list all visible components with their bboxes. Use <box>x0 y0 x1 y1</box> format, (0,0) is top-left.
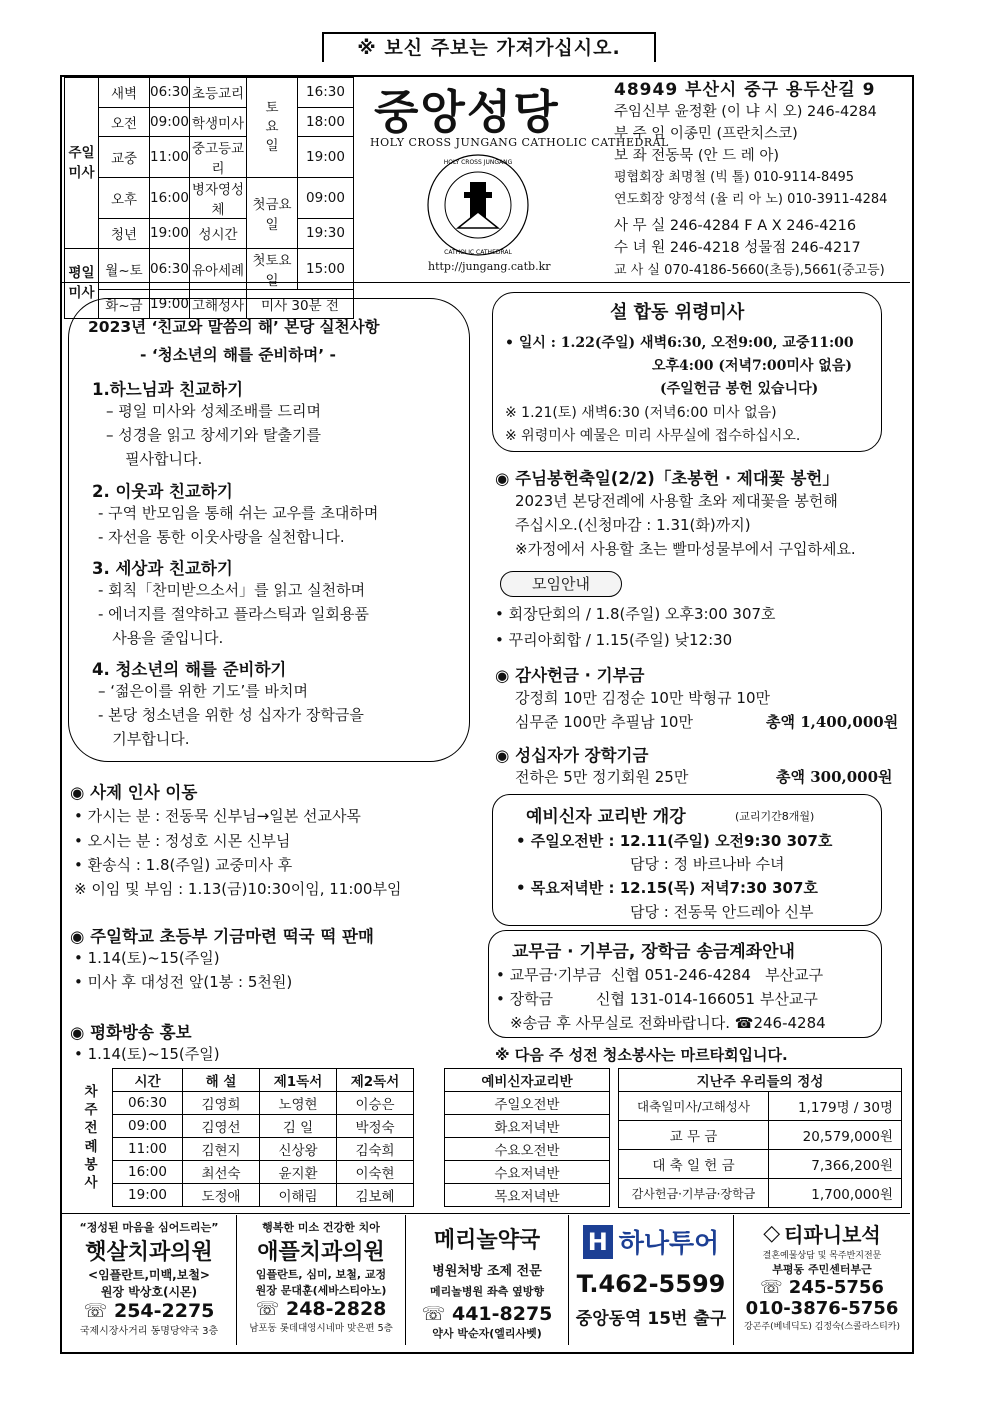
schedule-cell: 청년 <box>99 219 150 249</box>
ad-name: 햇살치과의원 <box>85 1240 213 1265</box>
weekday-mass-label: 평일 미사 <box>65 248 99 319</box>
presentation-title: ◉ 주님봉헌축일(2/2)「초봉헌 · 제대꽃 봉헌」 <box>495 469 839 488</box>
svg-text:HOLY CROSS JUNGANG: HOLY CROSS JUNGANG <box>443 159 513 166</box>
schedule-cell: 18:00 <box>298 107 354 137</box>
ad-name: 하나투어 <box>618 1229 720 1259</box>
practice-item: 필사합니다. <box>106 450 203 468</box>
church-address: 48949 부산시 중구 용두산길 9 <box>614 80 876 100</box>
church-seal-logo <box>418 150 538 260</box>
offering-label: 교 무 금 <box>619 1121 769 1150</box>
schedule-cell: 19:00 <box>150 289 190 319</box>
schedule-cell: 11:00 <box>150 137 190 178</box>
ad-phone-mobile: 010-3876-5756 <box>745 1298 899 1319</box>
sunday-mass-label: 주일 미사 <box>65 78 99 249</box>
ad-tagline: “정성된 마음을 심어드리는” <box>79 1221 219 1234</box>
presentation-line: ※가정에서 사용할 초는 빨마성물부에서 구입하세요. <box>515 540 856 558</box>
schedule-cell: 초등교리 <box>190 78 247 108</box>
duty-cell: 신상왕 <box>260 1138 337 1161</box>
ricecake-item: • 미사 후 대성전 앞(1봉 : 5천원) <box>74 973 293 991</box>
ad-detail: 임플란트, 심미, 보철, 교정 <box>255 1268 387 1281</box>
catechumen-line: 담당 : 정 바르나바 수녀 <box>630 855 785 873</box>
schedule-cell: 화~금 <box>99 289 150 319</box>
first-friday-label: 첫금요일 <box>247 178 298 249</box>
practice-item: - 구역 반모임을 통해 쉬는 교우를 초대하며 <box>98 504 379 522</box>
ad-name: 티파니보석 <box>784 1223 881 1247</box>
header-divider <box>62 282 910 283</box>
catechumen-class-table <box>444 1068 610 1207</box>
schedule-cell: 06:30 <box>150 78 190 108</box>
duty-header: 제2독서 <box>337 1069 414 1092</box>
catechumen-line: • 목요저녁반 : 12.15(목) 저녁7:30 307호 <box>516 879 818 897</box>
practice-title: 2023년 ‘친교와 말씀의 해’ 본당 실천사항 <box>88 318 380 336</box>
meetings-label: 모임안내 <box>500 571 622 597</box>
duty-cell: 김보혜 <box>337 1184 414 1207</box>
transfer-item: • 가시는 분 : 전동묵 신부님→일본 선교사목 <box>74 807 361 825</box>
duty-header: 제1독서 <box>260 1069 337 1092</box>
ad-detail: 메리놀병원 좌측 옆방향 <box>430 1285 544 1298</box>
confession-note: 미사 30분 전 <box>247 289 354 319</box>
schedule-cell: 오후 <box>99 178 150 219</box>
practice-subtitle: - ‘청소년의 해를 준비하며’ - <box>140 346 336 364</box>
duty-header: 해 설 <box>183 1069 260 1092</box>
newyear-title: 설 합동 위령미사 <box>610 302 745 323</box>
phone-line: 사 무 실 246-4284 F A X 246-4216 <box>614 218 857 234</box>
schedule-cell: 고해성사 <box>190 289 247 319</box>
schedule-cell: 교중 <box>99 137 150 178</box>
duty-cell: 노영현 <box>260 1092 337 1115</box>
offering-table <box>618 1068 902 1208</box>
ad-phone: T.462-5599 <box>576 1270 726 1298</box>
meeting-item: • 꾸리아회합 / 1.15(주일) 낮12:30 <box>495 631 733 649</box>
schedule-cell: 유아세례 <box>190 248 247 289</box>
ricecake-item: • 1.14(토)~15(주일) <box>74 949 220 967</box>
schedule-cell: 성시간 <box>190 219 247 249</box>
ad-name: 애플치과의원 <box>257 1240 385 1265</box>
thanks-line: 강정희 10만 김정순 10만 박형규 10만 <box>515 689 770 707</box>
ad-tiffany-jewelry[interactable] <box>734 1215 910 1345</box>
practice-item: - 본당 청소년을 위한 성 십자가 장학금을 <box>98 706 364 724</box>
meeting-item: • 회장단회의 / 1.8(주일) 오후3:00 307호 <box>495 605 776 623</box>
catechumen-class-cell: 화요저녁반 <box>445 1115 610 1138</box>
ad-sunshine-dental[interactable] <box>62 1215 237 1345</box>
ad-location: 강곤주(베네딕도) 김정숙(스콜라스티카) <box>743 1322 900 1332</box>
transfer-item: • 오시는 분 : 정성호 시몬 신부님 <box>74 832 291 850</box>
practice-item: 사용을 줄입니다. <box>98 629 224 647</box>
ricecake-title: ◉ 주일학교 초등부 기금마련 떡국 떡 판매 <box>70 927 374 946</box>
duty-cell: 이해림 <box>260 1184 337 1207</box>
phone-line: 교 사 실 070-4186-5660(초등),5661(중고등) <box>614 263 885 278</box>
diamond-icon: ◇ <box>763 1221 781 1246</box>
schedule-cell: 09:00 <box>150 107 190 137</box>
ad-phone: ☏ 248-2828 <box>255 1298 387 1320</box>
practice-heading: 1.하느님과 친교하기 <box>92 380 244 399</box>
catechumen-class-cell: 목요저녁반 <box>445 1184 610 1207</box>
duty-cell: 박정숙 <box>337 1115 414 1138</box>
scholarship-total: 총액 300,000원 <box>776 768 893 786</box>
offering-value: 20,579,000원 <box>769 1121 902 1150</box>
schedule-cell: 15:00 <box>298 248 354 289</box>
ad-detail: 부평동 주민센터부근 <box>772 1263 872 1276</box>
ad-detail: 결혼예물상담 및 목주반지전문 <box>762 1251 882 1261</box>
presentation-line: 2023년 본당전례에 사용할 초와 제대꽃을 봉헌해 <box>515 492 838 510</box>
duty-cell: 11:00 <box>113 1138 183 1161</box>
schedule-cell: 19:30 <box>298 219 354 249</box>
duty-cell: 김영선 <box>183 1115 260 1138</box>
svg-text:CATHOLIC CATHEDRAL: CATHOLIC CATHEDRAL <box>444 249 512 256</box>
duty-cell: 김 일 <box>260 1115 337 1138</box>
ad-hanatour[interactable] <box>569 1215 734 1345</box>
practice-item: 기부합니다. <box>98 730 190 748</box>
ad-location: 약사 박순자(엘리사벳) <box>432 1327 542 1340</box>
newyear-line: • 일시 : 1.22(주일) 새벽6:30, 오전9:00, 교중11:00 <box>505 335 854 351</box>
church-title: 중앙성당 <box>374 85 560 139</box>
presentation-line: 주십시오.(신청마감 : 1.31(화)까지) <box>515 516 751 534</box>
offering-value: 7,366,200원 <box>769 1150 902 1179</box>
catechumen-line: 담당 : 전동묵 안드레아 신부 <box>630 903 814 921</box>
offering-header: 지난주 우리들의 정성 <box>619 1069 902 1092</box>
catechumen-title-note: (교리기간8개월) <box>735 810 815 823</box>
duty-cell: 06:30 <box>113 1092 183 1115</box>
website-url[interactable]: http://jungang.catb.kr <box>428 260 551 273</box>
broadcast-title: ◉ 평화방송 홍보 <box>70 1023 192 1042</box>
duty-cell: 김숙희 <box>337 1138 414 1161</box>
accounts-line: ※송금 후 사무실로 전화바랍니다. ☎246-4284 <box>510 1014 826 1032</box>
duty-cell: 16:00 <box>113 1161 183 1184</box>
accounts-line: • 장학금 신협 131-014-166051 부산교구 <box>496 990 818 1008</box>
newyear-line: ※ 위령미사 예물은 미리 사무실에 접수하십시오. <box>505 428 801 444</box>
duty-cell: 윤지환 <box>260 1161 337 1184</box>
practice-item: - 에너지를 절약하고 플라스틱과 일회용품 <box>98 605 369 623</box>
ad-detail: 원장 문대훈(세바스티아노) <box>255 1284 387 1297</box>
ad-detail: 원장 박상호(시몬) <box>100 1285 198 1299</box>
banner-notice: ※ 보신 주보는 가져가십시오. <box>322 32 656 62</box>
staff-line: 주임신부 윤정환 (이 냐 시 오) 246-4284 <box>614 104 877 120</box>
schedule-cell: 오전 <box>99 107 150 137</box>
scholarship-line: 전하은 5만 정기회원 25만 <box>515 768 689 786</box>
accounts-title: 교무금 · 기부금, 장학금 송금계좌안내 <box>512 942 795 962</box>
ad-location: 남포동 롯데대영시네마 맞은편 5층 <box>249 1323 393 1334</box>
duty-cell: 최선숙 <box>183 1161 260 1184</box>
catechumen-class-cell: 주일오전반 <box>445 1092 610 1115</box>
ad-tagline: 행복한 미소 건강한 치아 <box>262 1221 380 1234</box>
offering-label: 대축일미사/고해성사 <box>619 1092 769 1121</box>
duty-cell: 09:00 <box>113 1115 183 1138</box>
schedule-cell: 16:00 <box>150 178 190 219</box>
duty-cell: 도정애 <box>183 1184 260 1207</box>
hanatour-logo-icon: H <box>583 1225 613 1259</box>
accounts-line: • 교무금·기부금 신협 051-246-4284 부산교구 <box>496 966 824 984</box>
newyear-line: ※ 1.21(토) 새벽6:30 (저녁6:00 미사 없음) <box>505 405 777 421</box>
transfer-title: ◉ 사제 인사 이동 <box>70 783 198 802</box>
schedule-cell: 16:30 <box>298 78 354 108</box>
duty-cell: 이승은 <box>337 1092 414 1115</box>
offering-value: 1,179명 / 30명 <box>769 1092 902 1121</box>
saturday-label: 토 요 일 <box>247 78 298 178</box>
catechumen-class-cell: 수요오전반 <box>445 1138 610 1161</box>
catechumen-title: 예비신자 교리반 개강 <box>526 807 686 827</box>
catechumen-line: • 주일오전반 : 12.11(주일) 오전9:30 307호 <box>516 832 833 850</box>
schedule-cell: 새벽 <box>99 78 150 108</box>
president-line: 연도회장 양정석 (율 리 아 노) 010-3911-4284 <box>614 192 888 207</box>
practice-item: – 평일 미사와 성체조배를 드리며 <box>106 402 321 420</box>
newyear-line: 오후4:00 (저녁7:00미사 없음) <box>652 358 852 374</box>
first-saturday-label: 첫토요일 <box>247 248 298 289</box>
scholarship-title: ◉ 성십자가 장학기금 <box>495 746 649 765</box>
liturgy-duty-table <box>70 1068 414 1207</box>
schedule-cell: 월~토 <box>99 248 150 289</box>
catechumen-class-cell: 수요저녁반 <box>445 1161 610 1184</box>
thanks-line: 심무준 100만 추필남 10만 <box>515 713 693 731</box>
thanks-title: ◉ 감사헌금 · 기부금 <box>495 666 645 685</box>
staff-line: 보 좌 전동묵 (안 드 레 아) <box>614 148 780 164</box>
ad-location: 국제시장사거리 동명당약국 3층 <box>79 1326 219 1337</box>
ad-location: 중앙동역 15번 출구 <box>575 1309 727 1329</box>
transfer-item: • 환송식 : 1.8(주일) 교중미사 후 <box>74 856 293 874</box>
ad-phone: ☏ 245-5756 <box>760 1277 884 1298</box>
schedule-cell: 19:00 <box>298 137 354 178</box>
schedule-cell: 06:30 <box>150 248 190 289</box>
practice-heading: 3. 세상과 친교하기 <box>92 559 233 578</box>
ad-name: 메리놀약국 <box>433 1228 541 1253</box>
ad-phone: ☏ 254-2275 <box>83 1300 215 1322</box>
offering-value: 1,700,000원 <box>769 1179 902 1208</box>
duty-cell: 김영희 <box>183 1092 260 1115</box>
staff-line: 부 주 임 이종민 (프란치스코) <box>614 126 798 142</box>
practice-heading: 2. 이웃과 친교하기 <box>92 482 233 501</box>
schedule-cell: 중고등교리 <box>190 137 247 178</box>
phone-line: 수 녀 원 246-4218 성물점 246-4217 <box>614 240 861 256</box>
duty-side-label: 차 주 전 례 봉 사 <box>84 1083 98 1191</box>
ad-detail: <임플란트,미백,보철> <box>88 1268 210 1282</box>
ad-detail: 병원처방 조제 전문 <box>432 1264 542 1279</box>
cleaning-notice: ※ 다음 주 성전 청소봉사는 마르타회입니다. <box>495 1046 788 1064</box>
practice-item: - 회칙「찬미받으소서」를 읽고 실천하며 <box>98 581 366 599</box>
practice-item: - 자선을 통한 이웃사랑을 실천합니다. <box>98 528 345 546</box>
duty-cell: 이숙현 <box>337 1161 414 1184</box>
catechumen-class-header: 예비신자교리반 <box>445 1069 610 1092</box>
ad-maryknoll-pharmacy[interactable] <box>406 1215 569 1345</box>
schedule-cell: 학생미사 <box>190 107 247 137</box>
schedule-cell: 병자영성체 <box>190 178 247 219</box>
offering-label: 감사헌금·기부금·장학금 <box>619 1179 769 1208</box>
ad-apple-dental[interactable] <box>237 1215 406 1345</box>
church-title-en: HOLY CROSS JUNGANG CATHOLIC CATHEDRAL <box>370 136 669 149</box>
duty-cell: 19:00 <box>113 1184 183 1207</box>
broadcast-item: • 1.14(토)~15(주일) <box>74 1045 220 1063</box>
president-line: 평협회장 최명철 (빅 톨) 010-9114-8495 <box>614 170 855 185</box>
practice-item: – ‘젊은이를 위한 기도’를 바치며 <box>98 682 308 700</box>
ads-divider <box>62 1213 910 1214</box>
thanks-total: 총액 1,400,000원 <box>766 713 899 731</box>
practice-item: – 성경을 읽고 창세기와 탈출기를 <box>106 426 321 444</box>
duty-header: 시간 <box>113 1069 183 1092</box>
newyear-line: (주일헌금 봉헌 있습니다) <box>660 381 819 397</box>
ad-phone: ☏ 441-8275 <box>421 1303 553 1325</box>
schedule-cell: 09:00 <box>298 178 354 219</box>
transfer-item: ※ 이임 및 부임 : 1.13(금)10:30이임, 11:00부임 <box>74 880 402 898</box>
offering-label: 대 축 일 헌 금 <box>619 1150 769 1179</box>
practice-heading: 4. 청소년의 해를 준비하기 <box>92 660 287 679</box>
duty-cell: 김현지 <box>183 1138 260 1161</box>
schedule-cell: 19:00 <box>150 219 190 249</box>
